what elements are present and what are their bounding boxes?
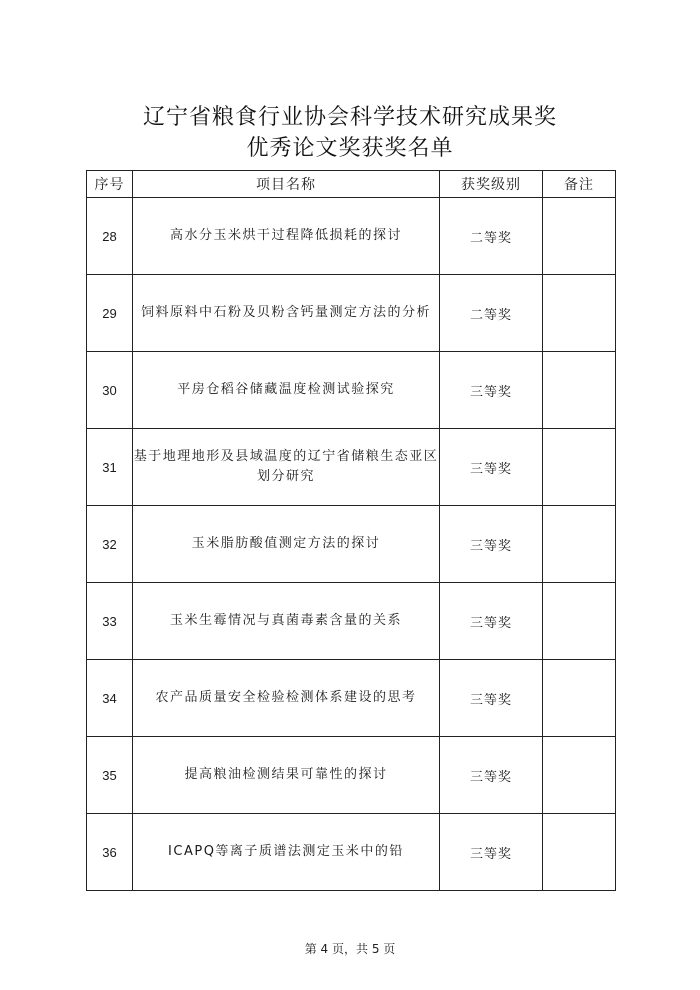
row-name: 玉米脂肪酸值测定方法的探讨 [133,506,440,583]
header-level: 获奖级别 [440,171,543,198]
row-name: ICAPQ等离子质谱法测定玉米中的铅 [133,814,440,891]
row-level: 三等奖 [440,814,543,891]
row-no: 34 [87,660,133,737]
table-row [87,275,616,352]
row-remark [543,814,616,891]
table-row [87,429,616,506]
row-remark [543,275,616,352]
row-level: 二等奖 [440,198,543,275]
row-remark [543,352,616,429]
row-name: 基于地理地形及县域温度的辽宁省储粮生态亚区划分研究 [133,429,440,506]
table-row [87,814,616,891]
header-remark: 备注 [543,171,616,198]
row-level: 三等奖 [440,583,543,660]
table-row [87,737,616,814]
table-header-row [87,171,616,198]
document-subtitle: 优秀论文奖获奖名单 [246,136,454,161]
row-level: 三等奖 [440,352,543,429]
header-no: 序号 [87,171,133,198]
table-row [87,660,616,737]
row-level: 三等奖 [440,429,543,506]
row-level: 三等奖 [440,506,543,583]
table-row [87,198,616,275]
row-level: 三等奖 [440,660,543,737]
row-name: 提高粮油检测结果可靠性的探讨 [133,737,440,814]
row-remark [543,583,616,660]
row-remark [543,506,616,583]
row-remark [543,429,616,506]
row-no: 29 [87,275,133,352]
page-number-footer: 第 4 页，共 5 页 [304,942,396,956]
row-no: 36 [87,814,133,891]
row-name: 平房仓稻谷储藏温度检测试验探究 [133,352,440,429]
awards-table [86,170,616,891]
row-no: 31 [87,429,133,506]
table-row [87,506,616,583]
row-no: 32 [87,506,133,583]
header-name: 项目名称 [133,171,440,198]
row-no: 30 [87,352,133,429]
document-title: 辽宁省粮食行业协会科学技术研究成果奖 [142,105,557,130]
table-row [87,352,616,429]
row-no: 33 [87,583,133,660]
row-no: 28 [87,198,133,275]
row-name: 高水分玉米烘干过程降低损耗的探讨 [133,198,440,275]
row-level: 二等奖 [440,275,543,352]
row-level: 三等奖 [440,737,543,814]
row-remark [543,660,616,737]
row-name: 农产品质量安全检验检测体系建设的思考 [133,660,440,737]
row-no: 35 [87,737,133,814]
row-name: 玉米生霉情况与真菌毒素含量的关系 [133,583,440,660]
row-remark [543,737,616,814]
row-remark [543,198,616,275]
table-row [87,583,616,660]
row-name: 饲料原料中石粉及贝粉含钙量测定方法的分析 [133,275,440,352]
